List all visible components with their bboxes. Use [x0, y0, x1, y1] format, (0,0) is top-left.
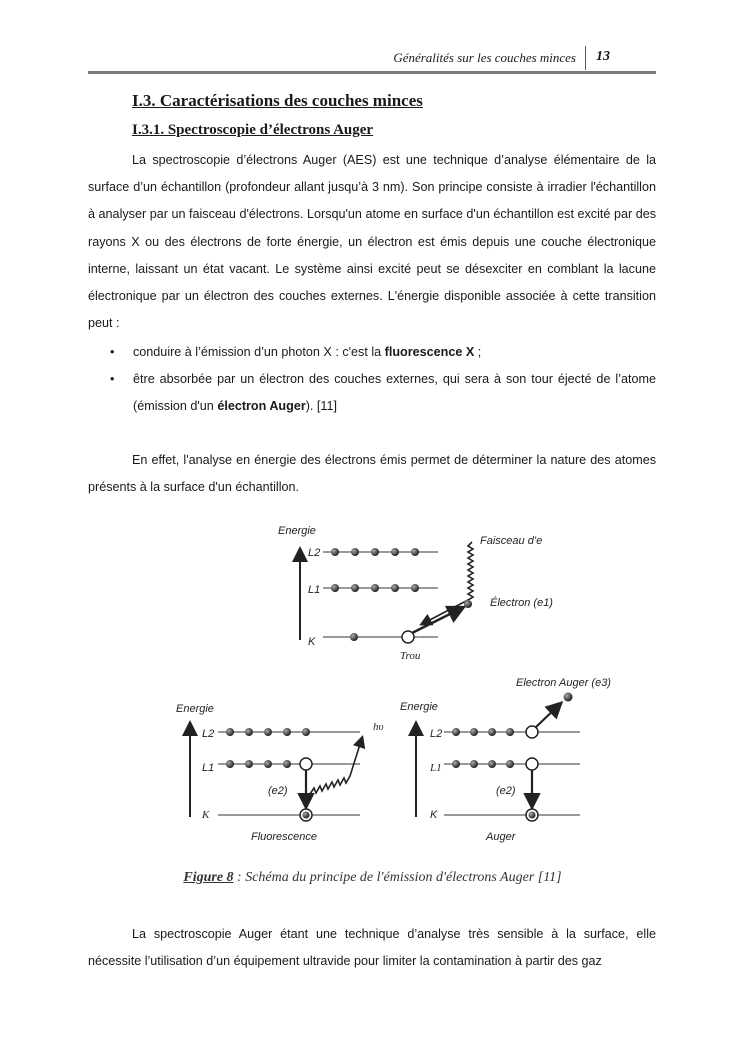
- right-level-k: K: [430, 809, 438, 821]
- right-axis-label: Energie: [400, 701, 438, 713]
- bullet-item-auger: • être absorbée par un électron des couches externes, qui sera à son tour éjecté de l’atome (émission d'un électron Auger). [11]: [88, 366, 656, 420]
- left-level-l2: L2: [202, 728, 215, 740]
- running-header: [88, 44, 656, 72]
- left-k-electron: [303, 812, 310, 819]
- section-title: I.3. Caractérisations des couches minces: [132, 91, 423, 110]
- left-level-l1: L1: [202, 762, 215, 774]
- left-axis-label: Energie: [176, 703, 214, 715]
- top-ejected-electron: [464, 600, 472, 608]
- right-l1-vacancy: [526, 758, 538, 770]
- paragraph-analysis: [88, 447, 656, 501]
- top-incident-beam: [422, 542, 473, 624]
- top-diagram: [278, 525, 553, 662]
- right-k-electron: [529, 812, 536, 819]
- header-separator: [585, 46, 586, 70]
- right-auger-electron: [564, 693, 573, 702]
- top-level-l1: L1: [308, 584, 321, 596]
- top-level-k: K: [308, 636, 316, 648]
- right-level-l1: L1: [430, 762, 442, 774]
- paragraph-analysis-text: En effet, l'analyse en énergie des électrons émis permet de déterminer la nature des atomes présents à la surface d'un échantillon.: [88, 453, 656, 495]
- left-l1-vacancy: [300, 758, 312, 770]
- left-diagram-title: Fluorescence: [251, 831, 318, 843]
- top-electron-label: Électron (e1): [490, 597, 553, 609]
- bullet-dot-icon: •: [110, 372, 115, 387]
- right-diagram-title: Auger: [486, 831, 516, 843]
- bullet-item-fluorescence: • conduire à l’émission d’un photon X : c'est la fluorescence X ;: [88, 339, 656, 366]
- bullet-dot-icon: •: [110, 345, 115, 359]
- top-beam-label: Faisceau d’e: [480, 535, 543, 547]
- fluorescence-diagram: [176, 703, 384, 843]
- paragraph-intro-text: La spectroscopie d’électrons Auger (AES) est une technique d’analyse élémentaire de la surface d’un échantillon (profondeur allant jusqu’à 3 nm). Son principe consiste à irradier l'échantillon à analyser par un faisceau d'électrons. Lorsqu'un atome en surface d'un échantillon est excité par des rayons X ou des électrons de forte énergie, un électron est émis depuis une couche électronique interne, laissant un état vacant. Le système ainsi excité peut se désexciter en comblant la lacune électronique par un électron des couches externes. L'énergie disponible associée à cette transition peut :: [88, 153, 656, 331]
- paragraph-ultravide-text: La spectroscopie Auger étant une technique d’analyse très sensible à la surface, elle nécessite l’utilisation d’un équipement ultravide pour limiter la contamination à partir des gaz: [88, 927, 656, 969]
- auger-principle-diagram: [160, 512, 640, 852]
- left-level-k: K: [202, 809, 210, 821]
- figure-label: Figure 8: [183, 870, 234, 885]
- right-auger-arrow: [536, 704, 560, 727]
- subsection-title: I.3.1. Spectroscopie d’électrons Auger: [132, 122, 374, 138]
- auger-diagram: [400, 677, 611, 843]
- page-number: 13: [596, 49, 610, 64]
- term-fluorescence: fluorescence X: [384, 345, 475, 359]
- paragraph-ultravide: [88, 921, 656, 975]
- term-auger: électron Auger: [217, 399, 306, 414]
- right-transition-label: (e2): [496, 785, 516, 797]
- header-rule: [88, 71, 656, 74]
- left-photon-wave: [310, 738, 362, 794]
- top-k-electron: [350, 633, 358, 641]
- header-title: Généralités sur les couches minces: [393, 50, 576, 65]
- top-level-l2: L2: [308, 547, 321, 559]
- top-axis-label: Energie: [278, 525, 316, 537]
- figure-caption-text: : Schéma du principe de l'émission d'électrons Auger [11]: [233, 870, 562, 885]
- top-ejection-arrow: [412, 608, 462, 633]
- bullet-list: [88, 339, 656, 421]
- left-transition-label: (e2): [268, 785, 288, 797]
- left-photon-label: hυ: [373, 721, 384, 733]
- paragraph-intro: [88, 147, 656, 337]
- figure-caption: [0, 870, 745, 886]
- right-level-l2: L2: [430, 728, 443, 740]
- right-l2-vacancy: [526, 726, 538, 738]
- top-hole-label: Trou: [400, 650, 421, 662]
- right-auger-label: Electron Auger (e3): [516, 677, 611, 689]
